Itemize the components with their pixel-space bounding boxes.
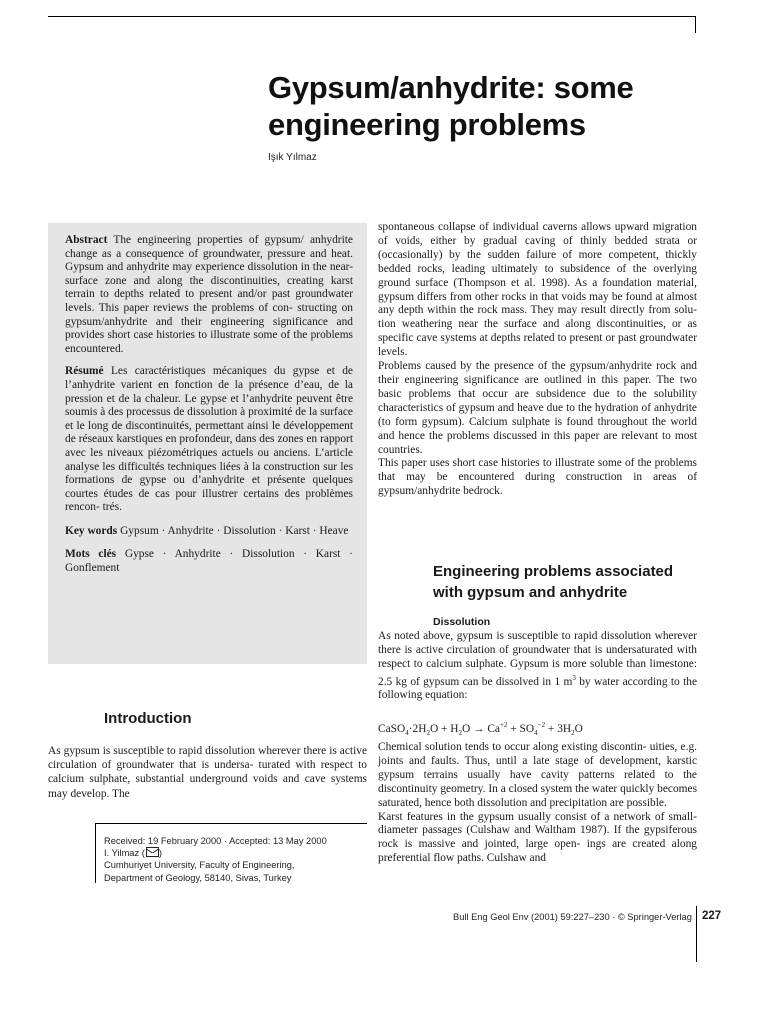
motscles-text: Gypse · Anhydrite · Dissolution · Karst · Gonflement — [65, 548, 353, 575]
right-column-top — [378, 221, 697, 499]
body-paragraph: Karst features in the gypsum usually consist of a network of small-diameter passages (Culshaw and Waltham 1987). If the gypsiferous rock is massive and jointed, large open- ings are created along preferential flow paths. Culshaw and — [378, 810, 697, 865]
header-rule — [48, 16, 696, 17]
affiliation-line-1: Cumhuriyet University, Faculty of Engineering, — [104, 860, 295, 871]
introduction-text: As gypsum is susceptible to rapid dissolution wherever there is active circulation of groundwater that is undersa- turated with respect to calcium sulphate, substantial underground voids and cave systems may develop. The — [48, 745, 367, 800]
keywords-label: Key words — [65, 524, 118, 537]
abstract-text: The engineering properties of gypsum/ anhydrite change as a consequence of groundwater, pressure and heat. Gypsum and anhydrite may experience dissolution in the near-surface zone and along the discontinuities, creating karst terrain to depths related to present and/or past groundwater levels. This paper reviews the problems of con- structing on gypsum/anhydrite and their engineering significance and provides short case histories to illustrate some of the problems encountered. — [65, 234, 353, 355]
body-paragraph: spontaneous collapse of individual caverns allows upward migration of voids, either by gradual caving of thinly bedded strata or (occasionally) by the sudden failure of more competent, thickly bedded rocks, leading ultimately to subsidence of the overlying ground surface (Thompson et al. 1998). As a foundation material, gypsum differs from other rocks in that voids may be found at almost any depth within the rock mass. They may result directly from solu- tion weathering near the surface and along discontinuities, or as specific cave systems at depths related to present or past groundwater levels. — [378, 221, 697, 359]
right-column-dissolution — [378, 630, 697, 703]
subsection-heading: Dissolution — [433, 616, 491, 628]
affiliation-line-2: Department of Geology, 58140, Sivas, Turkey — [104, 872, 292, 883]
corresponding-author-name: I. Yilmaz — [104, 848, 140, 859]
eq-part: O + H — [429, 722, 459, 735]
received-dates: Received: 19 February 2000 · Accepted: 13 May 2000 — [104, 836, 327, 846]
eq-part: CaSO — [378, 722, 406, 735]
resume-text: Les caractéristiques mécaniques du gypse et de l’anhydrite varient en fonction de la présence d’eau, de la pression et de la chaleur. Le gypse et l’anhydrite peuvent être soumis à des processus de dissolution à proximité de la surface et le long de discontinuités, permettant ainsi le développement de réseaux karstiques en profondeur, dans des zones en rapport avec les niveaux piézométriques actuels ou anciens. L’article analyse les difficultés techniques liées à la construction sur les formations de gypse ou d’anhydrite et présente quelques courtes études de cas pour illustrer certains des problèmes rencon- trés. — [65, 365, 353, 514]
author-name: Işık Yılmaz — [268, 152, 317, 163]
body-paragraph — [378, 630, 697, 703]
chemical-equation — [378, 721, 583, 737]
page-number: 227 — [702, 910, 722, 922]
superscript: 3 — [572, 673, 576, 682]
motscles-paragraph — [65, 548, 353, 575]
section-heading: Engineering problems associated with gypsum and anhydrite — [433, 563, 674, 601]
eq-superscript: −2 — [537, 721, 546, 729]
body-paragraph: Problems caused by the presence of the gypsum/anhydrite rock and their engineering significance are outlined in this paper. The two basic problems that occur are subsidence due to the solubility characteristics of gypsum and heave due to the hydration of anhydrite (to form gypsum). Calcium sulphate is found throughout the world and hence the problems discussed in this paper are relevant to most countries. — [378, 360, 697, 456]
keywords-text: Gypsum · Anhydrite · Dissolution · Karst · Heave — [120, 524, 349, 537]
abstract-label: Abstract — [65, 234, 108, 246]
eq-part: ·2H — [408, 722, 427, 735]
eq-superscript: +2 — [499, 721, 508, 729]
eq-subscript: 2 — [571, 729, 575, 738]
eq-part: O → Ca — [462, 722, 500, 735]
introduction-heading: Introduction — [104, 710, 192, 727]
eq-subscript: 4 — [534, 729, 538, 738]
article-title: Gypsum/anhydrite: some engineering problems — [268, 70, 634, 142]
body-paragraph: Chemical solution tends to occur along existing discontin- uities, e.g. joints and faults. Thus, until a late stage of development, karstic gypsum terrains usually have cavity patterns related to the discontinuity geometry. In a closed system the water quickly becomes saturated, hence both dissolution and precipitation are possible. — [378, 741, 697, 809]
motscles-label: Mots clés — [65, 548, 117, 561]
resume-paragraph — [65, 365, 353, 515]
eq-subscript: 2 — [426, 729, 430, 738]
abstract-box — [48, 223, 367, 664]
header-rule-tick — [695, 16, 696, 33]
body-paragraph: This paper uses short case histories to illustrate some of the problems that may be encountered during construction in areas of gypsum/anhydrite bedrock. — [378, 457, 697, 498]
right-column-bottom — [378, 741, 697, 866]
eq-part: O — [574, 722, 583, 735]
eq-subscript: 2 — [458, 729, 463, 738]
body-text: As noted above, gypsum is susceptible to rapid dissolution wherever there is active circulation of groundwater that is undersaturated with respect to calcium sulphate. Gypsum is more soluble than limestone: 2.5 kg of gypsum can be dissolved in 1 m — [378, 630, 697, 688]
received-box — [95, 823, 367, 883]
resume-label: Résumé — [65, 365, 104, 378]
eq-part: + 3H — [545, 722, 572, 735]
footer-rule — [696, 906, 697, 962]
eq-part: + SO — [507, 722, 535, 735]
corresponding-author: I. Yilmaz ( ) — [104, 848, 162, 859]
abstract-paragraph — [65, 234, 353, 356]
body-text: by water according to the following equation: — [378, 675, 698, 702]
journal-citation: Bull Eng Geol Env (2001) 59:227–230 · © Springer-Verlag — [453, 912, 692, 922]
envelope-icon — [146, 847, 159, 857]
keywords-paragraph — [65, 525, 353, 539]
eq-subscript: 4 — [405, 729, 409, 738]
